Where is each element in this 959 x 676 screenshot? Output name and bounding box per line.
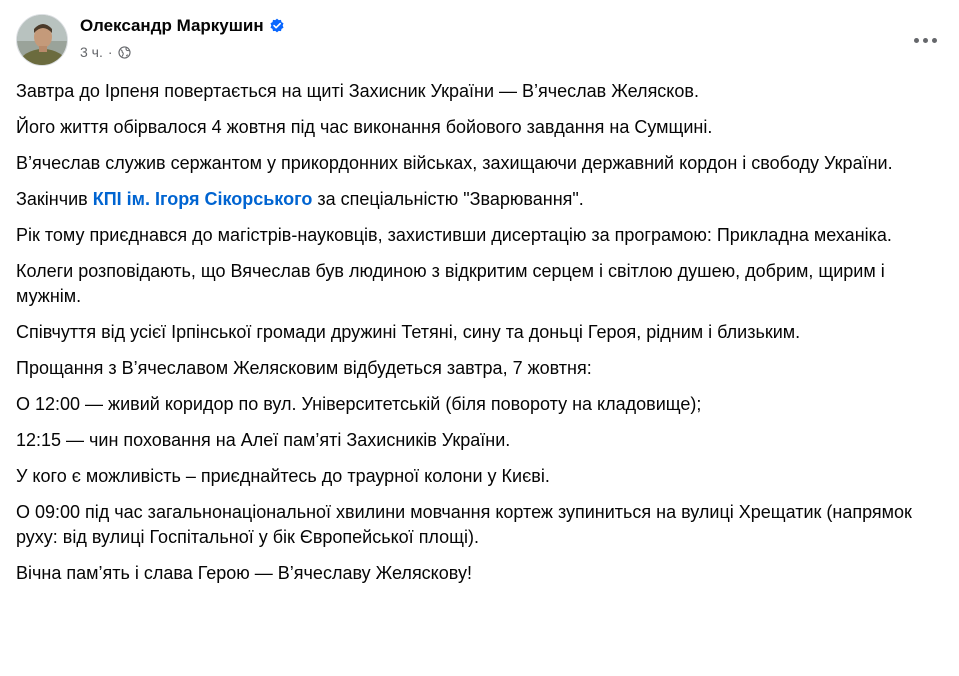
author-row <box>80 14 285 38</box>
post-paragraph: У кого є можливість – приєднайтесь до траурної колони у Києві. <box>16 466 550 486</box>
post-timestamp[interactable]: 3 ч. <box>80 44 103 60</box>
meta-separator: · <box>107 44 113 60</box>
author-name[interactable]: Олександр Маркушин <box>80 16 264 35</box>
post-paragraph: В’ячеслав служив сержантом у прикордонних військах, захищаючи державний кордон і свободу України. <box>16 153 893 173</box>
post-paragraph: Колеги розповідають, що Вячеслав був людиною з відкритим серцем і світлою душею, добрим, щирим і мужнім. <box>16 261 885 306</box>
post-paragraph: Прощання з В’ячеславом Желясковим відбудеться завтра, 7 жовтня: <box>16 358 592 378</box>
post-paragraph: 12:15 — чин поховання на Алеї пам’яті Захисників України. <box>16 430 511 450</box>
more-dot <box>932 38 937 43</box>
avatar-image <box>17 15 68 66</box>
post-paragraph: Рік тому приєднався до магістрів-науковців, захистивши дисертацію за програмою: Прикладна механіка. <box>16 225 892 245</box>
post-paragraph-with-link <box>16 187 943 212</box>
more-options-icon[interactable] <box>907 26 943 54</box>
post-paragraph: О 12:00 — живий коридор по вул. Університетській (біля повороту на кладовище); <box>16 394 702 414</box>
paragraph-text: Закінчив <box>16 189 93 209</box>
post-paragraph: Завтра до Ірпеня повертається на щиті Захисник України — В’ячеслав Желясков. <box>16 81 699 101</box>
verified-badge-icon <box>269 18 285 34</box>
post-paragraph: Вічна пам’ять і слава Герою — В’ячеславу Желяскову! <box>16 563 472 583</box>
avatar[interactable] <box>16 14 68 66</box>
globe-icon[interactable] <box>118 46 131 59</box>
post-meta <box>80 42 285 62</box>
more-dot <box>923 38 928 43</box>
university-link[interactable]: КПІ ім. Ігоря Сікорського <box>92 189 313 209</box>
post-paragraph: Його життя обірвалося 4 жовтня під час виконання бойового завдання на Сумщині. <box>16 117 713 137</box>
more-dot <box>914 38 919 43</box>
post-paragraph: О 09:00 під час загальнонаціональної хвилини мовчання кортеж зупиниться на вулиці Хрещатик (напрямок руху: від вулиці Госпітальної у бік Європейської площі). <box>16 502 912 547</box>
paragraph-text: за спеціальністю "Зварювання". <box>312 189 584 209</box>
author-block <box>80 14 285 62</box>
post-text <box>16 79 943 597</box>
post-paragraph: Співчуття від усієї Ірпінської громади дружині Тетяні, сину та доньці Героя, рідним і близьким. <box>16 322 801 342</box>
post-header <box>16 12 943 68</box>
